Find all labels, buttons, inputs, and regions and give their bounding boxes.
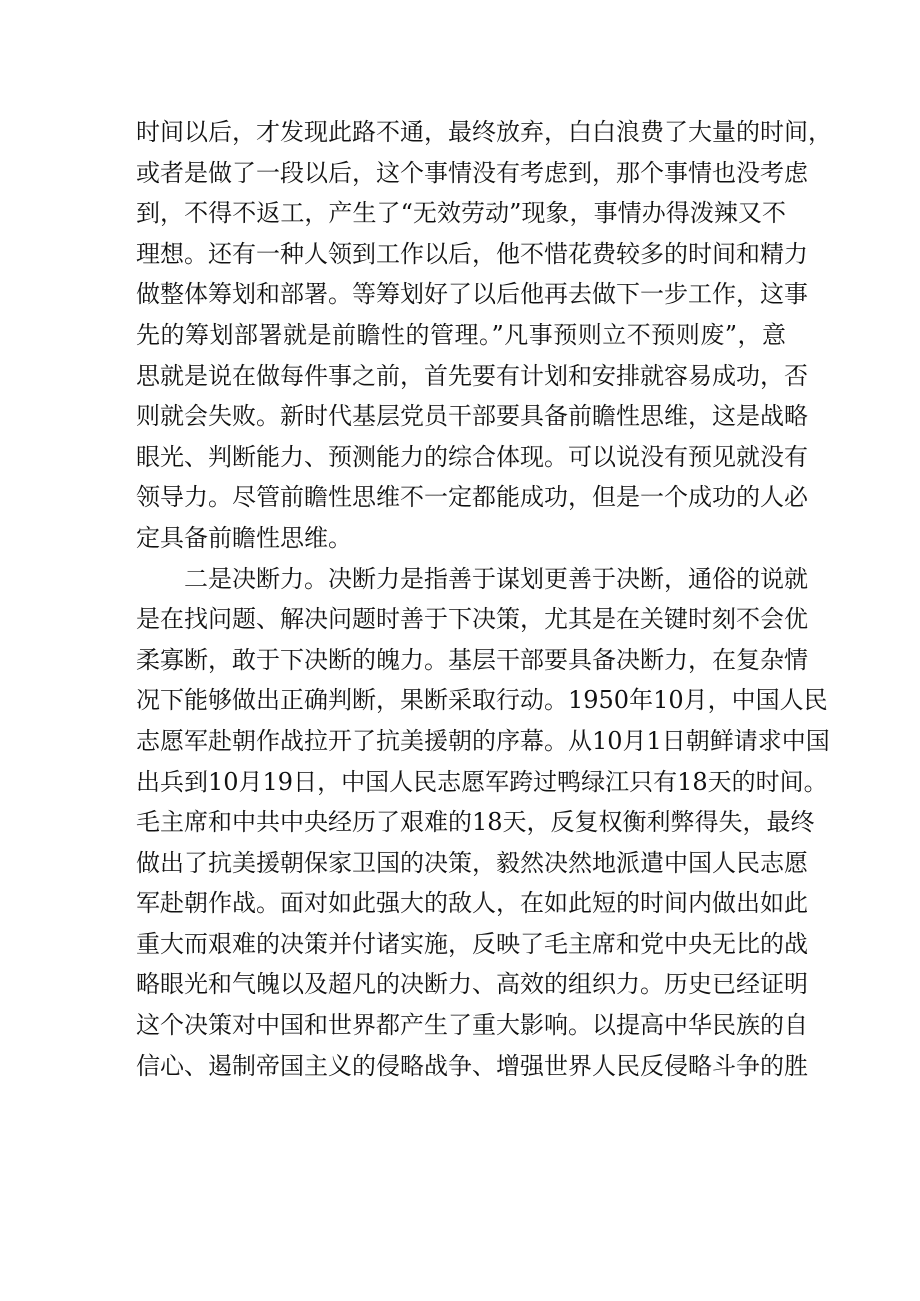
text-line: 柔寡断，敢于下决断的魄力。基层干部要具备决断力，在复杂情 xyxy=(136,645,808,674)
text-line: 或者是做了一段以后，这个事情没有考虑到，那个事情也没考虑 xyxy=(136,158,808,187)
text-line: 毛主席和中共中央经历了艰难的18天，反复权衡利弊得失，最终 xyxy=(136,808,815,837)
text-line: 重大而艰难的决策并付诸实施，反映了毛主席和党中央无比的战 xyxy=(136,929,808,958)
paragraph-1 xyxy=(136,112,832,559)
document-body xyxy=(136,112,832,1086)
text-line: 志愿军赴朝作战拉开了抗美援朝的序幕。从10月1日朝鲜请求中国 xyxy=(136,726,830,755)
text-line: 先的筹划部署就是前瞻性的管理。”凡事预则立不预则废”，意 xyxy=(136,320,786,349)
text-line: 信心、遏制帝国主义的侵略战争、增强世界人民反侵略斗争的胜 xyxy=(136,1051,808,1080)
text-line: 到，不得不返工，产生了“无效劳动”现象，事情办得泼辣又不 xyxy=(136,199,786,228)
text-line: 这个决策对中国和世界都产生了重大影响。以提高中华民族的自 xyxy=(136,1011,808,1040)
text-line: 思就是说在做每件事之前，首先要有计划和安排就容易成功，否 xyxy=(136,361,808,390)
text-line: 做整体筹划和部署。等筹划好了以后他再去做下一步工作，这事 xyxy=(136,280,808,309)
text-line: 眼光、判断能力、预测能力的综合体现。可以说没有预见就没有 xyxy=(136,442,808,471)
text-line: 况下能够做出正确判断，果断采取行动。1950年10月，中国人民 xyxy=(136,686,828,715)
text-line: 做出了抗美援朝保家卫国的决策，毅然决然地派遣中国人民志愿 xyxy=(136,848,808,877)
text-line: 则就会失败。新时代基层党员干部要具备前瞻性思维，这是战略 xyxy=(136,402,808,431)
text-line: 是在找问题、解决问题时善于下决策，尤其是在关键时刻不会优 xyxy=(136,605,808,634)
text-line: 领导力。尽管前瞻性思维不一定都能成功，但是一个成功的人必 xyxy=(136,483,808,512)
text-line: 出兵到10月19日，中国人民志愿军跨过鸭绿江只有18天的时间。 xyxy=(136,767,828,796)
text-line: 定具备前瞻性思维。 xyxy=(136,523,352,552)
text-line: 二是决断力。决断力是指善于谋划更善于决断，通俗的说就 xyxy=(184,564,808,593)
text-line: 军赴朝作战。面对如此强大的敌人，在如此短的时间内做出如此 xyxy=(136,889,808,918)
text-line: 略眼光和气魄以及超凡的决断力、高效的组织力。历史已经证明 xyxy=(136,970,808,999)
text-line: 时间以后，才发现此路不通，最终放弃，白白浪费了大量的时间， xyxy=(136,118,832,146)
paragraph-2 xyxy=(136,559,830,1087)
text-line: 理想。还有一种人领到工作以后，他不惜花费较多的时间和精力 xyxy=(136,239,808,268)
